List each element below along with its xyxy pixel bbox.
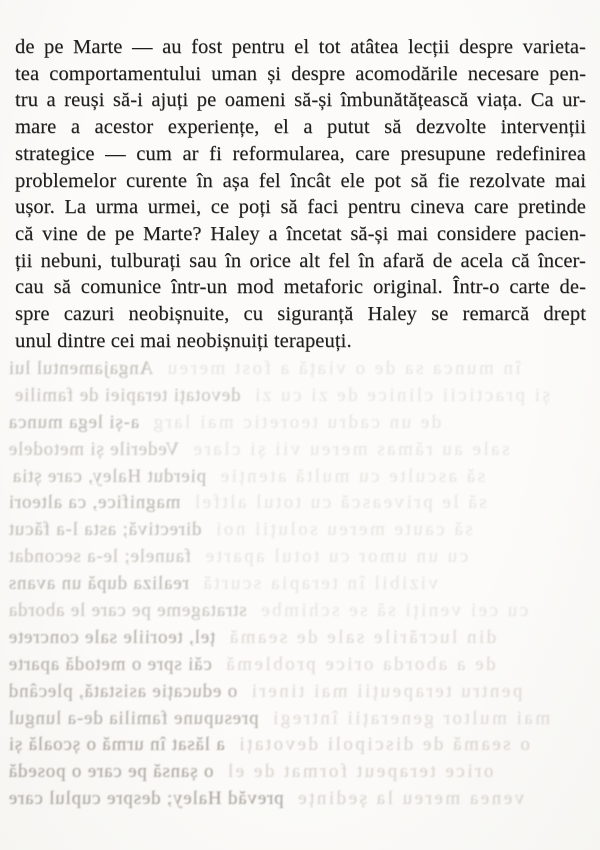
- bleedthrough-faint-fragment: din lucrările sale de seamă: [227, 626, 497, 648]
- bleedthrough-faint-fragment: cu un umor cu totul aparte: [203, 546, 469, 568]
- paragraph-line: de pe Marte — au fost pentru el tot atâtea lecții despre varieta-: [15, 36, 586, 58]
- bleedthrough-strong-fragment: a lăsat în urmă o școală și: [8, 734, 225, 756]
- bleedthrough-strong-fragment: realiza după un avans: [8, 573, 189, 595]
- paragraph-line: tru a reuși să-i ajuți pe oameni să-și îmbunătățească viața. Ca ur-: [15, 89, 586, 112]
- bleedthrough-line: [8, 706, 592, 733]
- body-paragraph: [15, 34, 586, 354]
- bleedthrough-strong-fragment: directivă; asta l-a făcut: [8, 519, 202, 541]
- bleedthrough-line: [8, 625, 592, 652]
- paragraph-line: tea comportamentului uman și despre acomodările necesare pen-: [15, 62, 586, 85]
- bleedthrough-strong-fragment: țel, teoriile sale concrete: [8, 626, 216, 648]
- bleedthrough-faint-fragment: să asculte cu multă atenție: [218, 465, 486, 487]
- bleedthrough-line: [8, 571, 592, 598]
- bleedthrough-strong-fragment: a-și lega munca: [8, 411, 140, 433]
- bleedthrough-text: [8, 356, 592, 813]
- bleedthrough-line: [8, 679, 592, 706]
- bleedthrough-line: [8, 410, 592, 437]
- bleedthrough-line: [8, 732, 592, 759]
- bleedthrough-faint-fragment: de un cadru teoretic mai larg: [151, 411, 442, 433]
- bleedthrough-faint-fragment: o seamă de discipoli devotați: [236, 734, 530, 756]
- paragraph-line: spre cazuri neobișnuite, cu siguranță Haley se remarcă drept: [15, 303, 586, 326]
- paragraph-line: ușor. La urma urmei, ce poți să faci pentru cineva care pretinde: [15, 196, 586, 219]
- bleedthrough-faint-fragment: în munca sa de o viață a fost mereu: [165, 358, 521, 379]
- bleedthrough-line: [8, 517, 592, 544]
- paragraph-line: ții nebuni, tulburați sau în orice alt fel în afară de acela că încer-: [15, 249, 586, 272]
- bleedthrough-line: [8, 544, 592, 571]
- bleedthrough-line: [8, 759, 592, 786]
- bleedthrough-strong-fragment: pierdut Haley, care știa: [12, 465, 207, 487]
- bleedthrough-strong-fragment: faunele; le-a secondat: [8, 546, 192, 568]
- bleedthrough-faint-fragment: să caute mereu soluții noi: [213, 519, 473, 541]
- bleedthrough-faint-fragment: sale au rămas mereu vii și clare: [191, 438, 510, 460]
- bleedthrough-faint-fragment: de a aborda orice problemă: [223, 653, 496, 675]
- paragraph-line: mare a acestor experiențe, el a putut să dezvolte intervenții: [15, 116, 586, 139]
- paragraph-line: cau să comunice într-un mod metaforic original. Într-o carte de-: [15, 276, 586, 299]
- bleedthrough-strong-fragment: Vederile și metodele: [8, 438, 180, 460]
- bleedthrough-line: [8, 437, 592, 464]
- bleedthrough-line: [8, 464, 592, 491]
- bleedthrough-faint-fragment: venea mereu la ședințe: [295, 788, 525, 810]
- bleedthrough-line: [8, 383, 592, 410]
- bleedthrough-faint-fragment: pentru terapeuții mai tineri: [249, 680, 523, 702]
- bleedthrough-strong-fragment: devotați terapiei de familie: [14, 384, 241, 406]
- bleedthrough-strong-fragment: presupune familia de-a lungul: [8, 707, 259, 729]
- paragraph-line: problemelor curente în așa fel încât ele pot să fie rezolvate mai: [15, 169, 586, 192]
- bleedthrough-faint-fragment: mai multor generații întregi: [270, 707, 551, 729]
- bleedthrough-faint-fragment: vizibil în terapia scurtă: [200, 573, 439, 595]
- paragraph-line: strategice — cum ar fi reformularea, care presupune redefinirea: [15, 142, 586, 165]
- bleedthrough-strong-fragment: Angajamentul lui: [8, 358, 154, 379]
- bleedthrough-faint-fragment: cu cei veniți să se schimbe: [258, 600, 529, 622]
- bleedthrough-line: [8, 652, 592, 679]
- bleedthrough-strong-fragment: o educație asistată, plecând: [8, 680, 238, 702]
- bleedthrough-faint-fragment: și practicii clinice de zi cu zi: [252, 384, 550, 406]
- bleedthrough-faint-fragment: să le privească cu totul altfel: [192, 492, 487, 514]
- paragraph-line: unul dintre cei mai neobișnuiți terapeuți.: [15, 329, 352, 352]
- bleedthrough-strong-fragment: căi spre o metodă aparte: [8, 653, 212, 675]
- bleedthrough-line: [8, 356, 592, 383]
- bleedthrough-strong-fragment: prevăd Haley; despre cuplul care: [8, 788, 284, 810]
- bleedthrough-line: [8, 598, 592, 625]
- bleedthrough-strong-fragment: magnifice, ca alteori: [8, 492, 181, 514]
- bleedthrough-strong-fragment: stratageme pe care le aborda: [8, 600, 247, 622]
- bleedthrough-faint-fragment: orice terapeut format de el: [225, 761, 494, 783]
- paragraph-line: că vine de pe Marte? Haley a încetat să-și mai considere pacien-: [15, 222, 586, 245]
- bleedthrough-strong-fragment: o șansă pe care o posedă: [8, 761, 214, 783]
- bleedthrough-line: [8, 786, 592, 813]
- bleedthrough-line: [8, 490, 592, 517]
